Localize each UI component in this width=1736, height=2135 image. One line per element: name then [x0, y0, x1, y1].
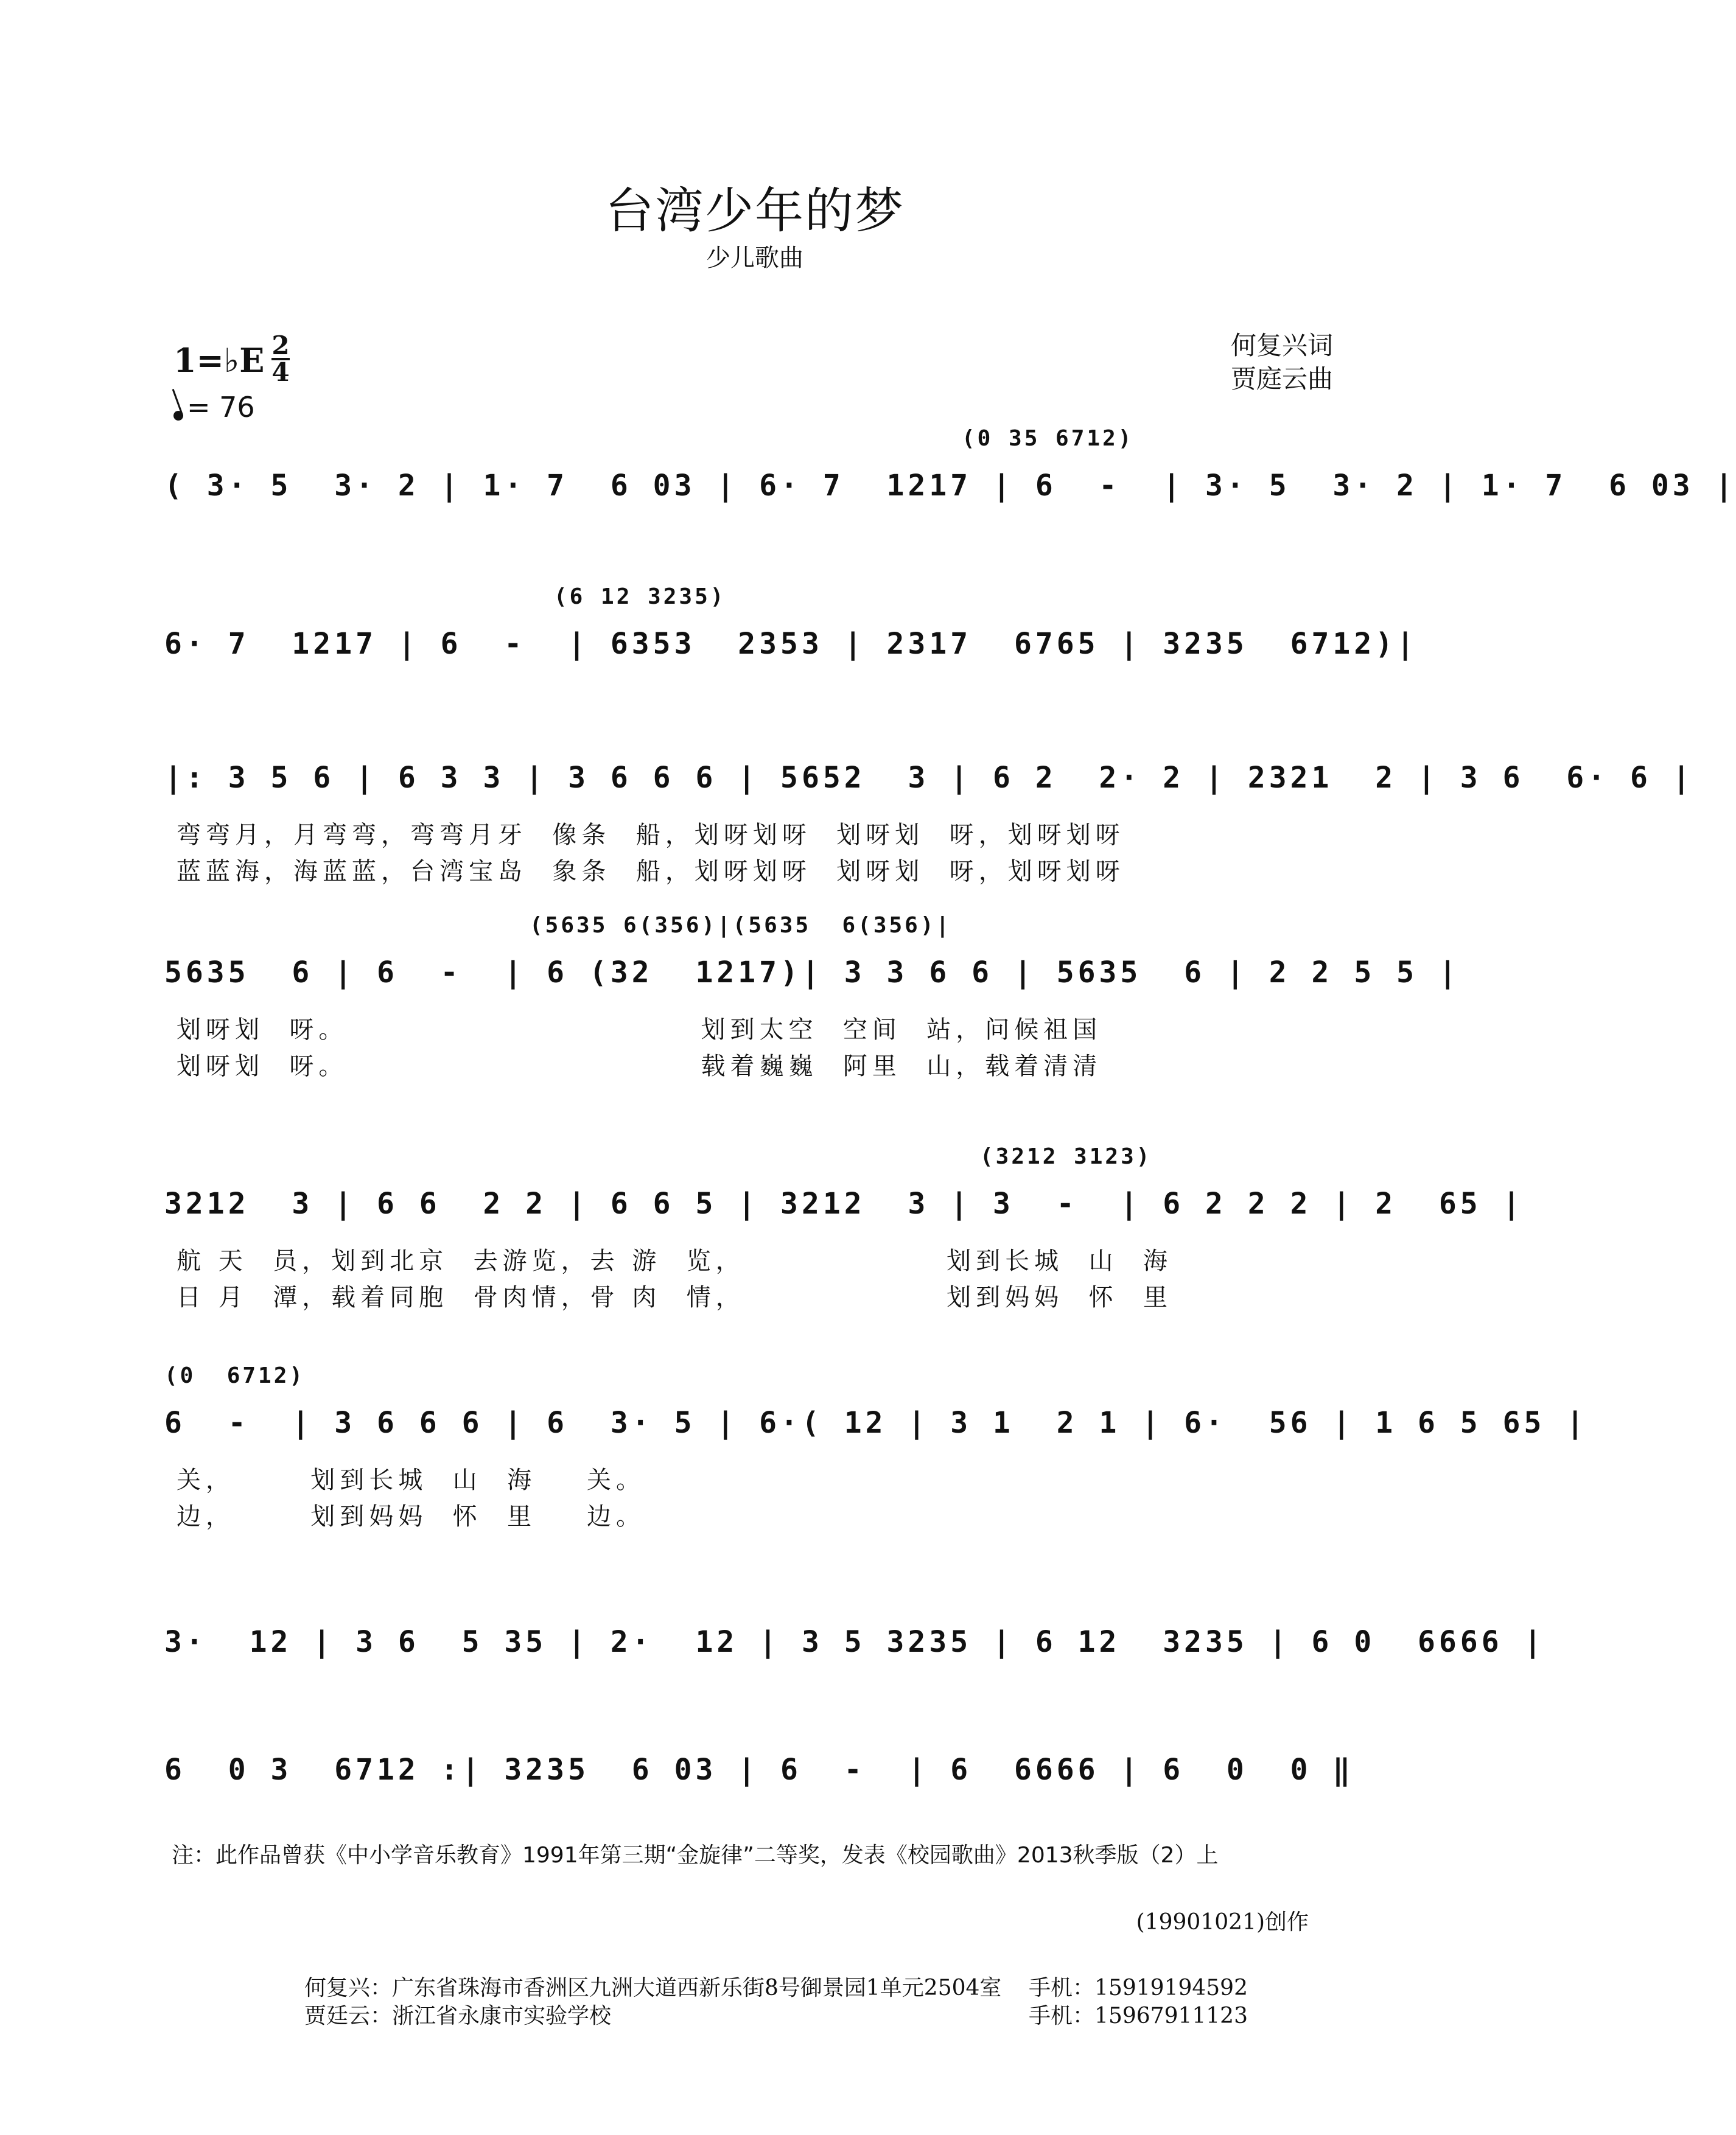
- time-signature-denominator: 4: [271, 357, 290, 387]
- notation-line: 6 0 3 6712 :| 3235 6 03 | 6 - | 6 6666 | 6 0 0 ‖: [164, 1753, 1354, 1787]
- notation-line: 3· 12 | 3 6 5 35 | 2· 12 | 3 5 3235 | 6 12 3235 | 6 0 6666 |: [164, 1625, 1545, 1659]
- grace-notes: (6 12 3235): [554, 584, 726, 609]
- notation-line: ( 3· 5 3· 2 | 1· 7 6 03 | 6· 7 1217 | 6 - | 3· 5 3· 2 | 1· 7 6 03 |: [164, 469, 1736, 503]
- composer-credit: 贾庭云曲: [1230, 364, 1333, 394]
- lyric-verse-1: 关， 划到长城 山 海 关。: [177, 1466, 646, 1494]
- composer-contact: 贾廷云：浙江省永康市实验学校: [304, 2004, 612, 2028]
- song-subtitle: 少儿歌曲: [706, 244, 803, 272]
- creation-date: (19901021)创作: [1136, 1910, 1309, 1935]
- tempo-marking: [173, 391, 255, 424]
- lyricist-phone: 手机：15919194592: [1029, 1976, 1248, 2000]
- lyric-verse-2: 边， 划到妈妈 怀 里 边。: [177, 1503, 646, 1531]
- lyricist-credit: 何复兴词: [1230, 330, 1333, 360]
- notation-line: 6 - | 3 6 6 6 | 6 3· 5 | 6·( 12 | 3 1 2 1 | 6· 56 | 1 6 5 65 |: [164, 1406, 1588, 1440]
- key-signature: 1=♭E: [173, 341, 265, 380]
- lyric-verse-2: 划呀划 呀。 载着巍巍 阿里 山，载着清清: [177, 1052, 1102, 1080]
- notation-line: |: 3 5 6 | 6 3 3 | 3 6 6 6 | 5652 3 | 6 2 2· 2 | 2321 2 | 3 6 6· 6 |: [164, 761, 1694, 795]
- grace-notes: (0 6712): [164, 1363, 306, 1388]
- lyric-verse-1: 划呀划 呀。 划到太空 空间 站，问候祖国: [177, 1016, 1102, 1044]
- quarter-note-icon: [172, 410, 185, 422]
- lyric-verse-1: 航 天 员，划到北京 去游览，去 游 览， 划到长城 山 海: [177, 1247, 1173, 1275]
- award-note: 注：此作品曾获《中小学音乐教育》1991年第三期“金旋律”二等奖，发表《校园歌曲》2013秋季版（2）上: [172, 1843, 1219, 1868]
- song-title: 台湾少年的梦: [605, 183, 905, 239]
- lyric-verse-2: 日 月 潭，载着同胞 骨肉情，骨 肉 情， 划到妈妈 怀 里: [177, 1284, 1173, 1312]
- notation-line: 5635 6 | 6 - | 6 (32 1217)| 3 3 6 6 | 5635 6 | 2 2 5 5 |: [164, 956, 1460, 990]
- grace-notes: (3212 3123): [980, 1144, 1152, 1169]
- lyric-verse-1: 弯弯月，月弯弯，弯弯月牙 像条 船，划呀划呀 划呀划 呀，划呀划呀: [177, 821, 1125, 849]
- lyricist-contact: 何复兴：广东省珠海市香洲区九洲大道西新乐街8号御景园1单元2504室: [304, 1976, 1002, 2000]
- lyric-verse-2: 蓝蓝海，海蓝蓝，台湾宝岛 象条 船，划呀划呀 划呀划 呀，划呀划呀: [177, 858, 1125, 886]
- grace-notes: (0 35 6712): [962, 426, 1134, 451]
- time-signature-numerator: 2: [271, 330, 290, 360]
- composer-phone: 手机：15967911123: [1029, 2004, 1248, 2028]
- grace-notes: (5635 6(356)|(5635 6(356)|: [530, 913, 952, 938]
- tempo-value: = 76: [187, 391, 255, 424]
- notation-line: 3212 3 | 6 6 2 2 | 6 6 5 | 3212 3 | 3 - | 6 2 2 2 | 2 65 |: [164, 1187, 1524, 1221]
- time-signature: [271, 330, 290, 387]
- notation-line: 6· 7 1217 | 6 - | 6353 2353 | 2317 6765 | 3235 6712)|: [164, 627, 1418, 661]
